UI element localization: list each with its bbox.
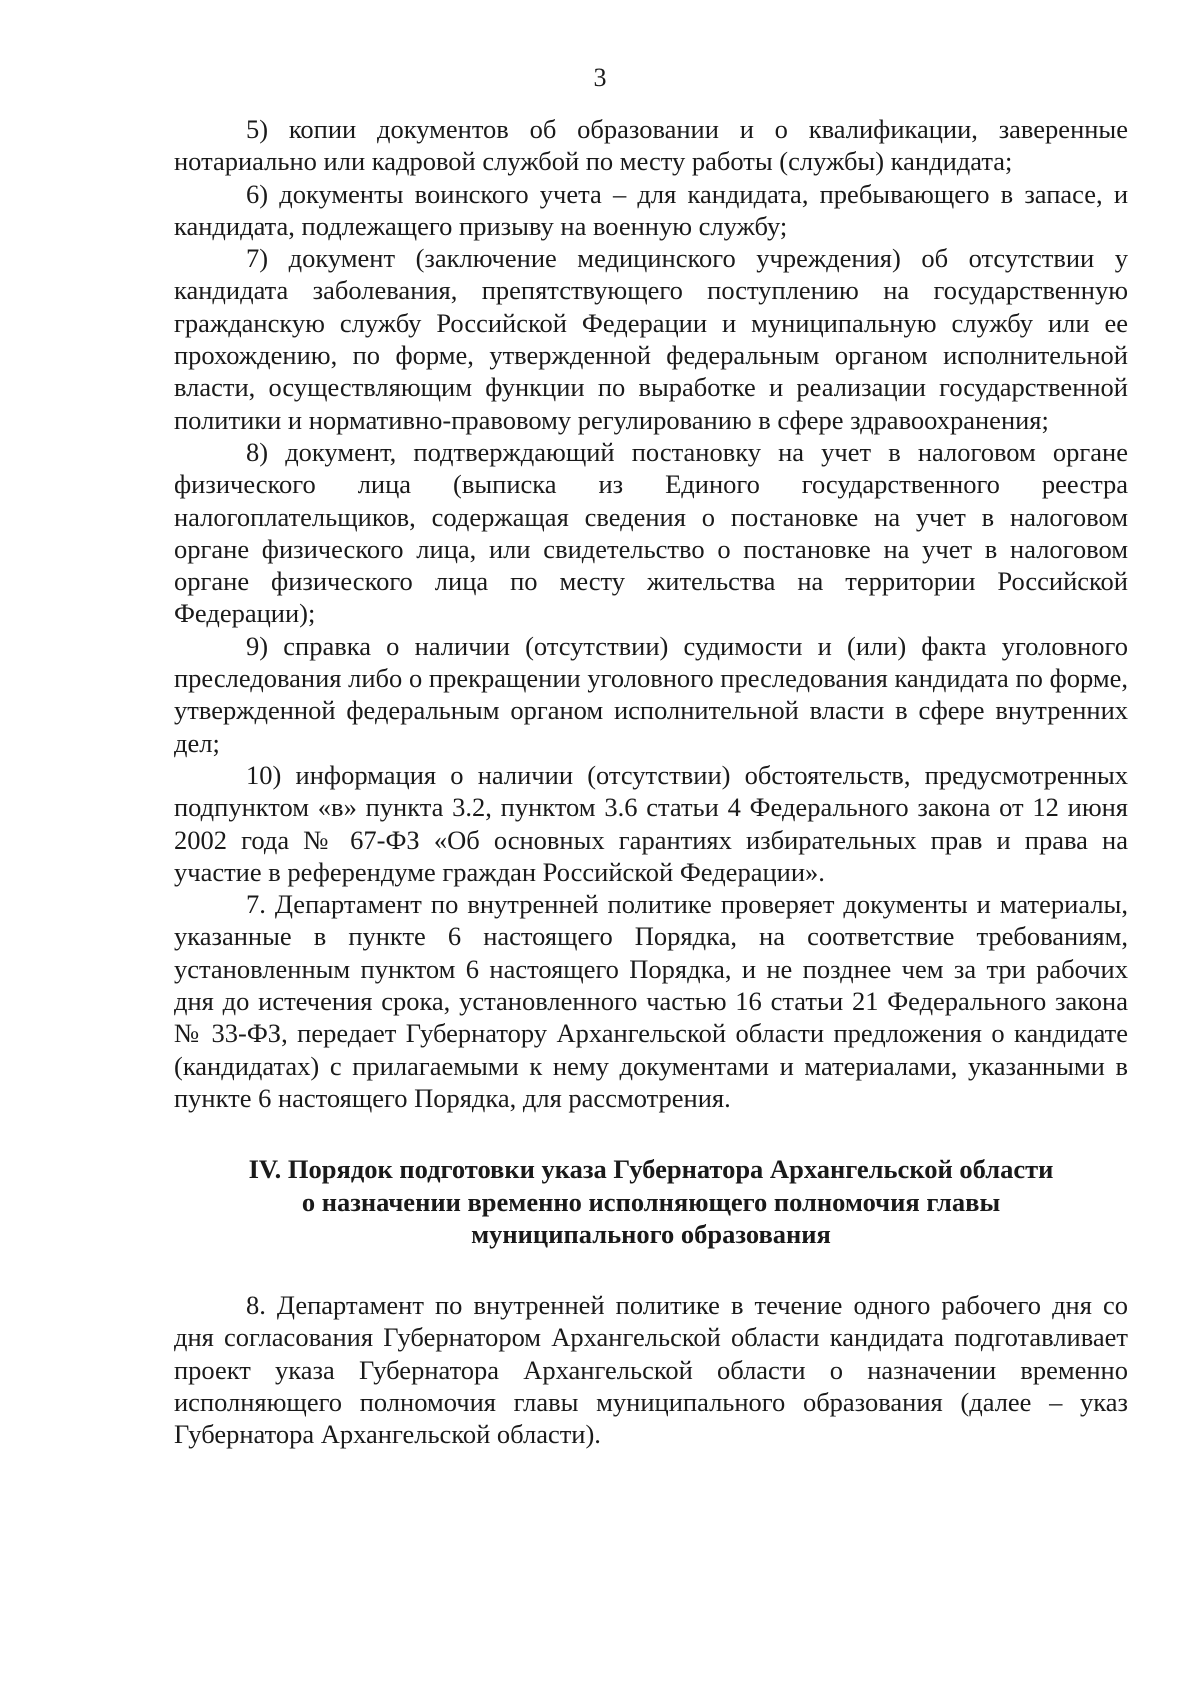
paragraph-item-8: 8) документ, подтверждающий постановку на учет в налоговом органе физического лица (выписка из Единого государственного реестра налогоплательщиков, содержащая сведения о постановке на учет в налоговом органе физического лица, или свидетельство о постановке на учет в налоговом органе физического лица по месту жительства на территории Российской Федерации); bbox=[174, 436, 1128, 629]
paragraph-item-7: 7) документ (заключение медицинского учреждения) об отсутствии у кандидата заболевания, препятствующего поступлению на государственную гражданскую службу Российской Федерации и муниципальную службу или ее прохождению, по форме, утвержденной федеральным органом исполнительной власти, осуществляющим функции по выработке и реализации государственной политики и нормативно-правовому регулированию в сфере здравоохранения; bbox=[174, 243, 1128, 435]
section-heading-line: IV. Порядок подготовки указа Губернатора Архангельской области bbox=[248, 1154, 1054, 1185]
paragraph-clause-8: 8. Департамент по внутренней политике в течение одного рабочего дня со дня согласования Губернатором Архангельской области кандидата подготавливает проект указа Губернатора Архангельской области о назначении временно исполняющего полномочия главы муниципального образования (далее – указ Губернатора Архангельской области). bbox=[174, 1290, 1128, 1450]
paragraph-item-6: 6) документы воинского учета – для кандидата, пребывающего в запасе, и кандидата, подлежащего призыву на военную службу; bbox=[174, 178, 1128, 241]
section-heading bbox=[174, 1153, 1128, 1250]
section-heading-line: муниципального образования bbox=[471, 1218, 831, 1249]
paragraph-item-5: 5) копии документов об образовании и о квалификации, заверенные нотариально или кадровой службой по месту работы (службы) кандидата; bbox=[174, 114, 1128, 177]
page-number: 3 bbox=[593, 63, 607, 92]
section-heading-line: о назначении временно исполняющего полномочия главы bbox=[301, 1186, 1001, 1217]
paragraph-item-10: 10) информация о наличии (отсутствии) обстоятельств, предусмотренных подпунктом «в» пункта 3.2, пунктом 3.6 статьи 4 Федерального закона от 12 июня 2002 года № 67-ФЗ «Об основных гарантиях избирательных прав и права на участие в референдуме граждан Российской Федерации». bbox=[174, 759, 1128, 887]
paragraph-item-9: 9) справка о наличии (отсутствии) судимости и (или) факта уголовного преследования либо о прекращении уголовного преследования кандидата по форме, утвержденной федеральным органом исполнительной власти в сфере внутренних дел; bbox=[174, 630, 1128, 758]
paragraph-clause-7: 7. Департамент по внутренней политике проверяет документы и материалы, указанные в пункте 6 настоящего Порядка, на соответствие требованиям, установленным пунктом 6 настоящего Порядка, и не позднее чем за три рабочих дня до истечения срока, установленного частью 16 статьи 21 Федерального закона № 33-ФЗ, передает Губернатору Архангельской области предложения о кандидате (кандидатах) с прилагаемыми к нему документами и материалами, указанными в пункте 6 настоящего Порядка, для рассмотрения. bbox=[174, 889, 1128, 1113]
document-body bbox=[174, 113, 1128, 1451]
